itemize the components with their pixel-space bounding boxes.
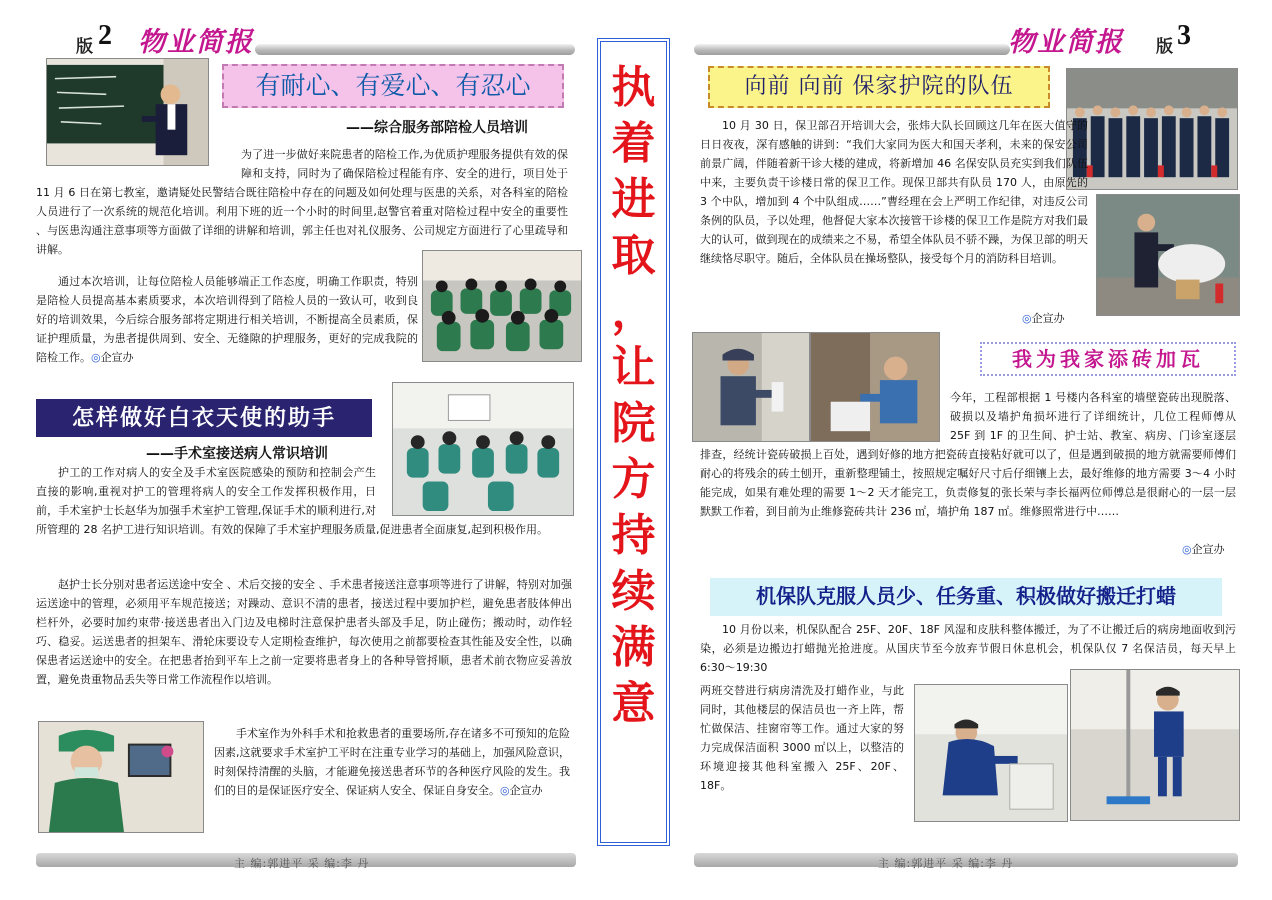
- security-team-photo: [1066, 68, 1238, 190]
- banner-char-3: 进: [611, 174, 656, 225]
- left-version-label: 版: [76, 37, 93, 57]
- article2-credit: ◎企宣办: [500, 784, 543, 797]
- article2-paragraph1: 护工的工作对病人的安全及手术室医院感染的预防和控制会产生直接的影响,重视对护工的管理将病人的安全工作发挥积极作用，日前，手术室护士长赵华为加强手术室护工管理,保证手术的顺利进行,对所管理的 28 名护工进行知识培训。有效的保障了手术室护理服务质量,促进患者全面康复,起到积极作用。: [36, 466, 548, 536]
- article4-title: 我为我家添砖加瓦: [980, 342, 1236, 376]
- article3-credit: ◎企宣办: [1022, 312, 1065, 325]
- right-page: [680, 0, 1272, 900]
- banner-char-1: 执: [611, 62, 656, 113]
- cleaner-photo-1: [914, 684, 1068, 822]
- article1-title: 有耐心、有爱心、有忍心: [222, 64, 564, 108]
- left-page: [0, 0, 590, 900]
- article2-paragraph3: 手术室作为外科手术和抢救患者的重要场所,存在诸多不可预知的危险因素,这就要求手术室护工平时在注重专业学习的基础上，加强风险意识，时刻保持清醒的头脑，才能避免接送患者环节的各种医疗风险的发生。我们的目的是保证医疗安全、保证病人安全、保证自身安全。◎企宣办: [214, 727, 570, 797]
- right-version-number: 3: [1177, 20, 1191, 51]
- article2-title: 怎样做好白衣天使的助手: [36, 399, 372, 437]
- article4-paragraph1: 今年，工程部根据 1 号楼内各科室的墙壁瓷砖出现脱落、破损以及墙护角损坏进行了详细统计，几位工程师傅从 25F 到 1F 的卫生间、护士站、教室、病房、门诊室逐层排查，经统计瓷砖破损上百处，遇到好修的地方把瓷砖直接粘好就可以了，但是遇到破损的地方就需要师傅们耐心的将残余的砖土刨开，重新整理铺土，按照规定嘱好尺寸后仔细镶上去，最好维修的地方需要 3～4 小时能完成，如果有难处理的需要 1～2 天才能完工，负责修复的张长荣与李长福两位师傅总是很耐心的一层一层默默工作着，到目前为止维修瓷砖共计 236 ㎡，墙护角 187 ㎡。维修照常进行中……: [700, 391, 1236, 518]
- article1-paragraph2: 通过本次培训，让每位陪检人员能够端正工作态度，明确工作职责，特别是陪检人员提高基本素质要求，本次培训得到了陪检人员的一致认可，收到良好的培训效果，今后综合服务部将定期进行相关培训，不断提高全员素质，保证护理质量，为患者提供周到、安全、无缝隙的护理服务，更好的完成我院的陪检工作。◎企宣办: [36, 275, 418, 364]
- banner-char-9: 持: [611, 510, 656, 561]
- fire-drill-photo: [1096, 194, 1240, 316]
- article5-title: 机保队克服人员少、任务重、积极做好搬迁打蜡: [710, 578, 1222, 616]
- cleaner-photo-2: [1070, 669, 1240, 821]
- article3-paragraph1: 10 月 30 日，保卫部召开培训大会，张炜大队长回顾这几年在医大值守的日日夜夜，深有感触的讲到：“我们大家同为医大和国天孝利，未来的保安公司前景广阔，伴随着新干诊大楼的建成，将新增加 46 名保安队员充实到我们队伍中来，主要负责干诊楼日常的保卫工作。现保卫部共有队员 170 人，由原先的 3 个中队，增加到 4 个中队组成……”曹经理在会上严明工作纪律，对违反公司条例的队员，予以处理，他督促大家本次接管干诊楼的保卫工作是院方对我们最大的认可，做到现在的成绩来之不易，希望全体队员不骄不躁，为保卫部的明天继续恪尽职守。随后，全体队员在操场整队，接受每个月的消防科目培训。: [700, 119, 1088, 265]
- banner-char-4: 取: [611, 230, 656, 281]
- banner-char-5: ，: [611, 286, 656, 337]
- banner-char-6: 让: [611, 342, 656, 393]
- center-banner: [597, 38, 670, 846]
- credit-mark-icon: ◎: [1022, 312, 1032, 325]
- left-version-number: 2: [98, 20, 112, 51]
- right-footer-text: 主 编:郭进平 采 编:李 丹: [878, 857, 1014, 870]
- banner-char-10: 续: [611, 566, 656, 617]
- banner-char-2: 着: [611, 118, 656, 169]
- credit-mark-icon: ◎: [91, 351, 101, 364]
- article1-subtitle: ——综合服务部陪检人员培训: [346, 120, 528, 136]
- article3-title: 向前 向前 保家护院的队伍: [708, 66, 1050, 108]
- right-brand: 物业简报: [1008, 27, 1124, 58]
- banner-char-8: 方: [611, 454, 656, 505]
- left-footer-text: 主 编:郭进平 采 编:李 丹: [234, 857, 370, 870]
- left-brand: 物业简报: [138, 27, 254, 58]
- right-version-label: 版: [1156, 37, 1173, 57]
- credit-mark-icon: ◎: [500, 784, 510, 797]
- article2-subtitle: ——手术室接送病人常识培训: [146, 446, 328, 462]
- article5-paragraph2: 两班交替进行病房清洗及打蜡作业，与此同时，其他楼层的保洁员也一齐上阵，帮忙做保洁、挂窗帘等工作。通过大家的努力完成保洁面积 3000 ㎡以上，以整洁的环境迎接其他科室搬入 25F、20F、18F。: [700, 684, 904, 792]
- banner-char-11: 满: [611, 622, 656, 673]
- banner-char-7: 院: [611, 398, 656, 449]
- article4-credit: ◎企宣办: [1182, 543, 1225, 556]
- nurse-photo: [38, 721, 204, 833]
- article1-credit: ◎企宣办: [91, 351, 134, 364]
- article5-paragraph1: 10 月份以来，机保队配合 25F、20F、18F 风湿和皮肤科整体搬迁，为了不让搬迁后的病房地面收到污染，必须是边搬边打蜡抛光抢进度。从国庆节至今放弃节假日休息机会，机保队仅 7 名保洁员，每天早上 6:30～19:30: [700, 623, 1236, 674]
- article2-paragraph2: 赵护士长分别对患者运送途中安全 、术后交接的安全 、手术患者接送注意事项等进行了讲解，特别对加强运送途中的管理，必须用平车规范接送；对躁动、意识不清的患者，接送过程中要加护栏，避免患者肢体伸出栏杆外，必要时加约束带·接送患者出入门边及电梯时注意保护患者头部及手足，防止碰伤；搬动时，动作轻巧、稳妥。运送患者的担架车、滑轮床要设专人定期检查维护，每次使用之前都要检查其性能及安全性，以确保患者运送途中的安全。在把患者抬到平车上之前一定要将患者身上的各种导管捋顺，患者术前衣物应妥善放置，避免贵重物品丢失等日常工作流程作以培训。: [36, 578, 572, 686]
- right-header-bar: [694, 44, 1010, 55]
- training-room-photo: [422, 250, 582, 362]
- credit-mark-icon: ◎: [1182, 543, 1192, 556]
- left-header-bar: [255, 44, 575, 55]
- article1-paragraph1: 为了进一步做好来院患者的陪检工作,为优质护理服务提供有效的保障和支持，同时为了确保陪检过程能有序、安全的进行，项目处于 11 月 6 日在第七教室，邀请疑处民警结合既往陪检中存在的问题及如何处理与医患的关系，对各科室的陪检人员进行了一次系统的规范化培训。利用下班的近一个小时的时间里,赵警官着重对陪检过程中安全的重要性 、与医患沟通注意事项等方面做了详细的讲解和培训，郭主任也对礼仪服务、公司规定方面进行了心里疏导和讲解。: [36, 148, 568, 256]
- banner-char-12: 意: [611, 678, 656, 729]
